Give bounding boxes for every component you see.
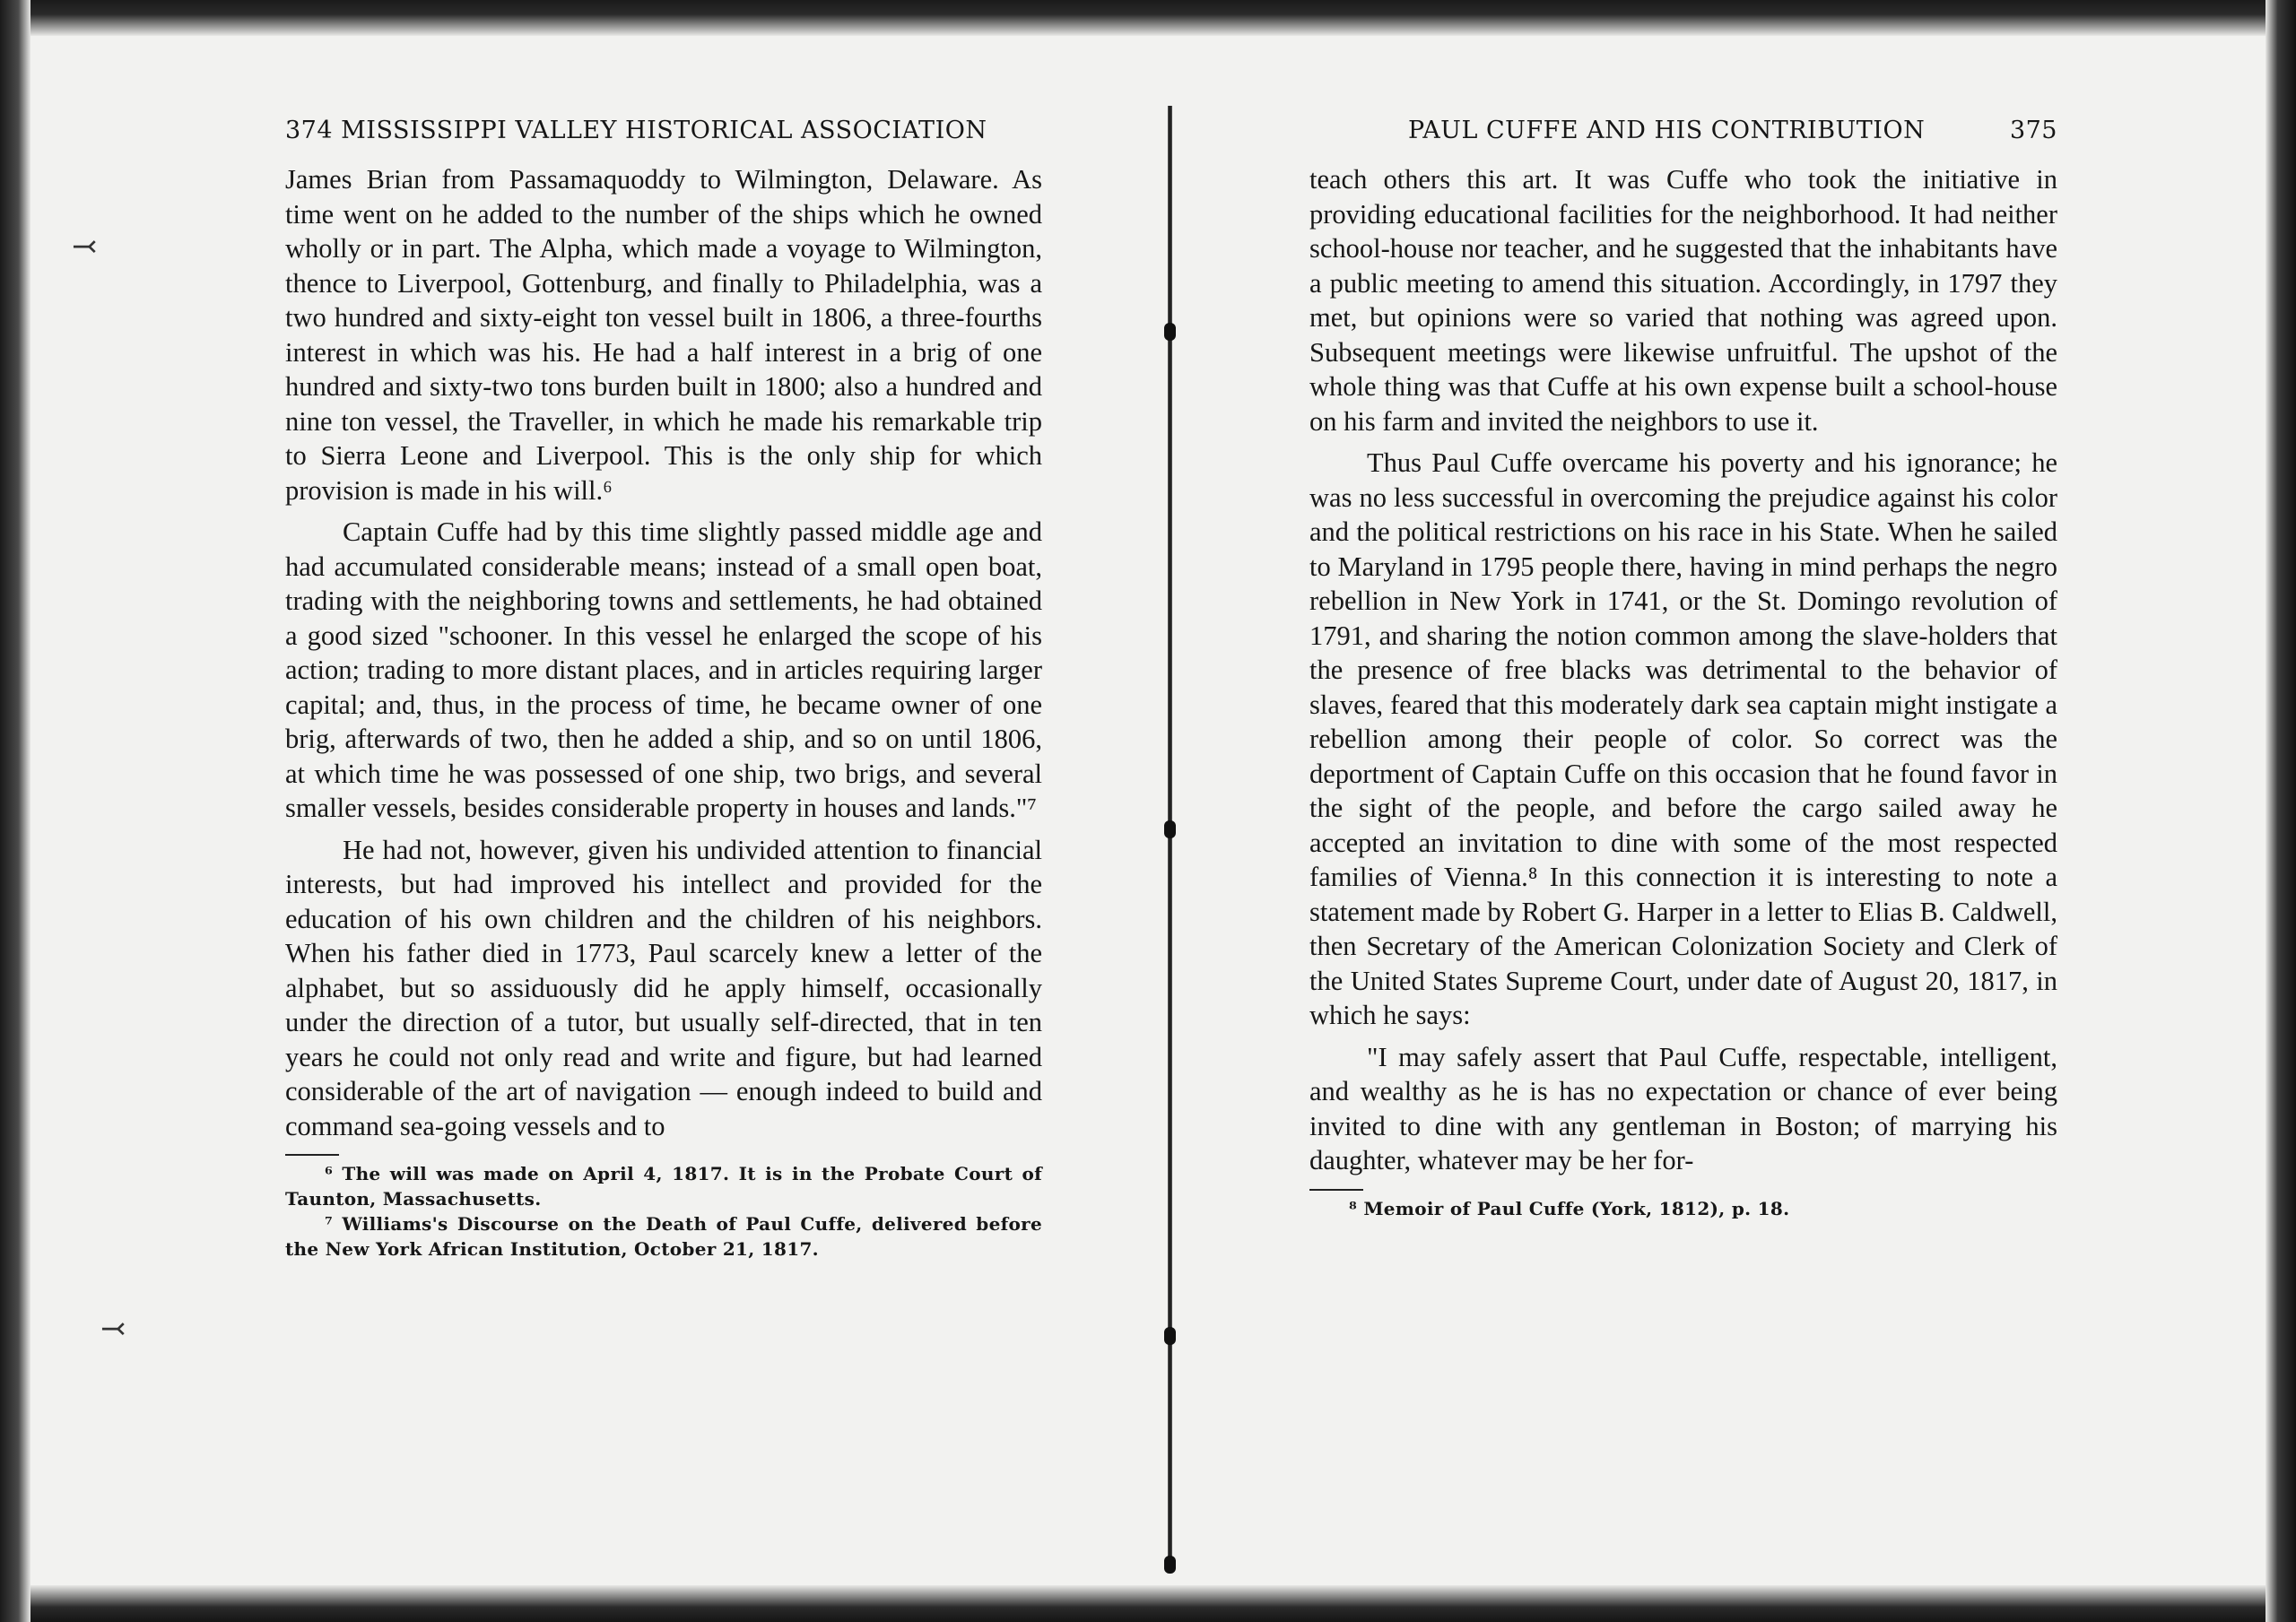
right-page	[1309, 117, 2057, 1221]
scan-border-left	[0, 0, 30, 1622]
paragraph: Thus Paul Cuffe overcame his poverty and his ignorance; he was no less successful in overcoming the prejudice against his color and the political restrictions on his race in his State. When he sailed to Maryland in 1795 people there, having in mind perhaps the negro rebellion in New York in 1741, or the St. Domingo revolution of 1791, and sharing the notion common among the slave-holders that the presence of free blacks was detrimental to the behavior of slaves, feared that this moderately dark sea captain might instigate a rebellion among their people of color. So correct was the deportment of Captain Cuffe on this occasion that he found favor in the sight of the people, and before the cargo sailed away he accepted an invitation to dine with some of the most respected families of Vienna.⁸ In this connection it is interesting to note a statement made by Robert G. Harper in a letter to Elias B. Caldwell, then Secretary of the American Colonization Society and Clerk of the United States Supreme Court, under date of August 20, 1817, in which he says:	[1309, 447, 2057, 1030]
footnote: ⁷ Williams's Discourse on the Death of Paul Cuffe, delivered before the New York African Institution, October 21, 1817.	[285, 1213, 1042, 1260]
footnote: ⁶ The will was made on April 4, 1817. It is in the Probate Court of Taunton, Massachusetts.	[285, 1163, 1042, 1210]
margin-mark: ⤙	[100, 1311, 126, 1347]
right-page-body	[1309, 162, 2057, 1178]
paragraph: Captain Cuffe had by this time slightly passed middle age and had accumulated considerable means; instead of a small open boat, trading with the neighboring towns and settlements, he had obtained a good sized "schooner. In this vessel he enlarged the scope of his action; trading to more distant places, and in articles requiring larger capital; and, thus, in the process of time, he became owner of one brig, afterwards of two, then he added a ship, and so on until 1806, at which time he was possessed of one ship, two brigs, and several smaller vessels, besides considerable property in houses and lands."⁷	[285, 516, 1042, 823]
margin-mark: ⤙	[72, 229, 98, 265]
quotation: "I may safely assert that Paul Cuffe, respectable, intelligent, and wealthy as he is has no expectation or chance of ever being invited to dine with any gentleman in Boston; of marrying his daughter, whatever may be her for-	[1309, 1041, 2057, 1175]
left-page-body	[285, 162, 1042, 1143]
scan-border-top	[0, 0, 2296, 36]
paragraph: James Brian from Passamaquoddy to Wilmington, Delaware. As time went on he added to the number of the ships which he owned wholly or in part. The Alpha, which made a voyage to Wilmington, thence to Liverpool, Gottenburg, and finally to Philadelphia, was a two hundred and sixty-eight ton vessel built in 1806, a three-fourths interest in which was his. He had a half interest in a brig of one hundred and sixty-two tons burden built in 1800; also a hundred and nine ton vessel, the Traveller, in which he made his remarkable trip to Sierra Leone and Liverpool. This is the only ship for which provision is made in his will.⁶	[285, 164, 1042, 506]
binding-mark	[1164, 1327, 1176, 1345]
binding-mark	[1164, 1556, 1176, 1574]
page-number: 375	[2009, 117, 2057, 144]
scan-border-right	[2266, 0, 2296, 1622]
scan-border-bottom	[0, 1585, 2296, 1622]
binding-mark	[1164, 323, 1176, 341]
paragraph: teach others this art. It was Cuffe who took the initiative in providing educational facilities for the neighborhood. It had neither school-house nor teacher, and he suggested that the inhabitants have a public meeting to amend this situation. Accordingly, in 1797 they met, but opinions were so varied that nothing was agreed upon. Subsequent meetings were likewise unfruitful. The upshot of the whole thing was that Cuffe at his own expense built a school-house on his farm and invited the neighbors to use it.	[1309, 164, 2057, 437]
footnote: ⁸ Memoir of Paul Cuffe (York, 1812), p. 18.	[1349, 1197, 1790, 1219]
running-title: MISSISSIPPI VALLEY HISTORICAL ASSOCIATION	[341, 117, 987, 144]
footnote-rule	[1309, 1189, 1363, 1191]
footnote-rule	[285, 1154, 339, 1156]
right-page-header	[1309, 117, 2057, 144]
running-head	[285, 117, 987, 144]
left-page-header	[285, 117, 1042, 144]
paragraph: He had not, however, given his undivided attention to financial interests, but had improved his intellect and provided for the education of his own children and the children of his neighbors. When his father died in 1773, Paul scarcely knew a letter of the alphabet, but so assiduously did he apply himself, occasionally under the direction of a tutor, but usually self-directed, that in ten years he could not only read and write and figure, but had learned considerable of the art of navigation — enough indeed to build and command sea-going vessels and to	[285, 834, 1042, 1141]
page-number: 374	[285, 117, 334, 144]
left-page	[285, 117, 1042, 1262]
binding-mark	[1164, 820, 1176, 838]
running-title: PAUL CUFFE AND HIS CONTRIBUTION	[1408, 117, 1926, 144]
